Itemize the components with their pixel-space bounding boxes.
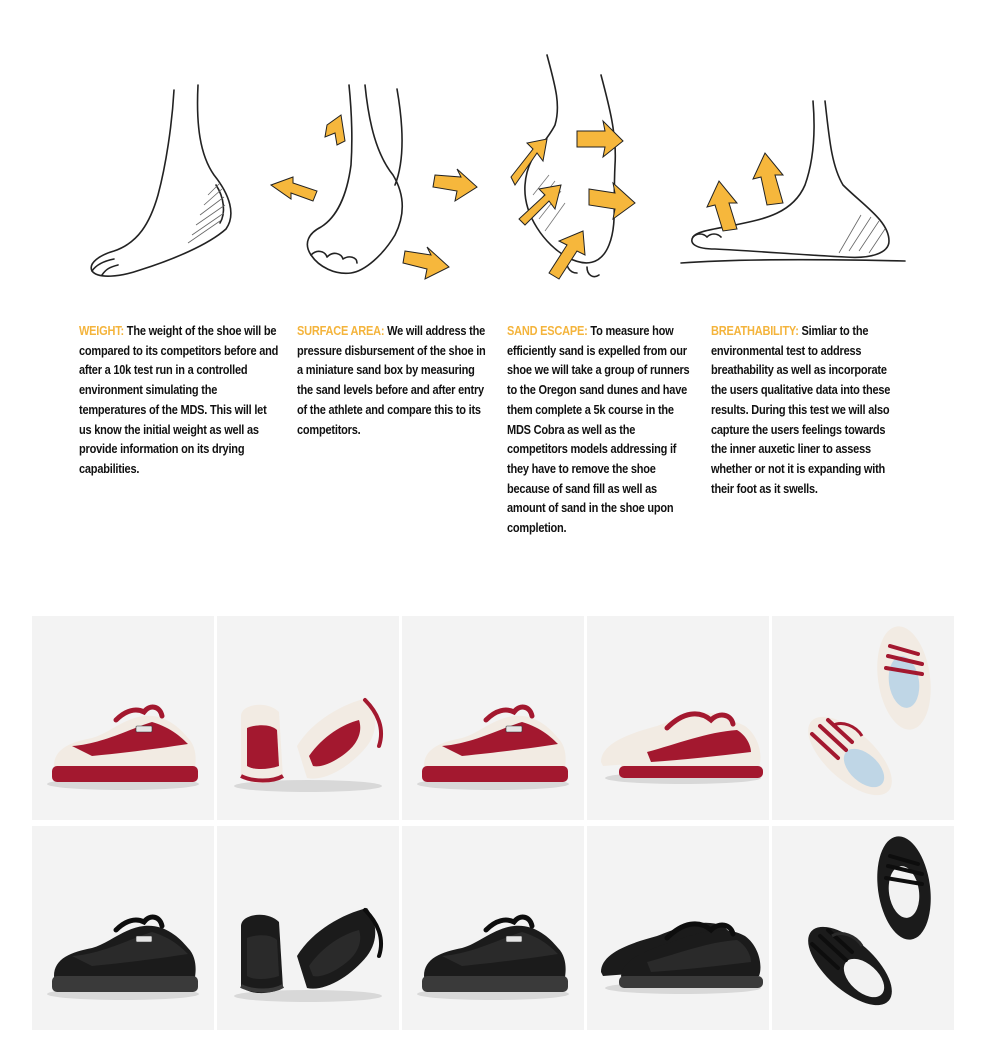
- sneaker-image: [217, 826, 399, 1030]
- product-photo-red-white-side[interactable]: [32, 616, 214, 820]
- product-photo-black-side[interactable]: [32, 826, 214, 1030]
- sneaker-image: [772, 616, 954, 820]
- surface-area-description: [297, 321, 488, 439]
- product-photo-black-pair-angle[interactable]: [587, 826, 769, 1030]
- weight-description: [79, 321, 279, 479]
- product-photo-red-white-top-pair[interactable]: [772, 616, 954, 820]
- breathability-body: Simliar to the environmental test to address breathability as well as incorporate the users qualitative data into these results. During this test we will also capture the users feelings towards the inner auxetic liner to assess whether or not it is expanding with their foot as it swells.: [711, 323, 891, 496]
- weight-heading: WEIGHT:: [79, 323, 124, 338]
- sand-escape-body: To measure how efficiently sand is expelled from our shoe we will take a group of runners to the Oregon sand dunes and have them complete a 5k course in the MDS Cobra as well as the competitors models addressing if they have to remove the shoe because of sand fill as well as amount of sand in the shoe upon completion.: [507, 323, 690, 536]
- sneaker-image: [772, 826, 954, 1030]
- surface-area-body: We will address the pressure disbursement of the shoe in a miniature sand box by measuring the sand levels before and after entry of the athlete and compare this to its competitors.: [297, 323, 486, 437]
- foot-side-sketch: [80, 45, 250, 285]
- foot-breathability-sketch: [675, 45, 910, 285]
- sand-escape-heading: SAND ESCAPE:: [507, 323, 588, 338]
- breathability-description: [711, 321, 898, 498]
- surface-area-heading: SURFACE AREA:: [297, 323, 385, 338]
- foot-sand-escape-sketch: [505, 45, 650, 285]
- foot-surface-area-sketch: [265, 45, 485, 285]
- product-photo-black-side[interactable]: [402, 826, 584, 1030]
- sneaker-image: [587, 616, 769, 820]
- sand-escape-description: [507, 321, 694, 538]
- sneaker-image: [402, 826, 584, 1030]
- product-photo-black-top-pair[interactable]: [772, 826, 954, 1030]
- sneaker-image: [32, 826, 214, 1030]
- product-photo-red-white-pair-angle[interactable]: [587, 616, 769, 820]
- product-photo-black-back-and-sole[interactable]: [217, 826, 399, 1030]
- breathability-heading: BREATHABILITY:: [711, 323, 799, 338]
- sneaker-image: [32, 616, 214, 820]
- product-photo-red-white-side[interactable]: [402, 616, 584, 820]
- sneaker-image: [217, 616, 399, 820]
- product-photo-red-white-back-and-sole[interactable]: [217, 616, 399, 820]
- sneaker-image: [402, 616, 584, 820]
- sneaker-image: [587, 826, 769, 1030]
- weight-body: The weight of the shoe will be compared to its competitors before and after a 10k test run in a controlled environment simulating the temperatures of the MDS. This will let us know the initial weight as well as provide information on its drying capabilities.: [79, 323, 279, 476]
